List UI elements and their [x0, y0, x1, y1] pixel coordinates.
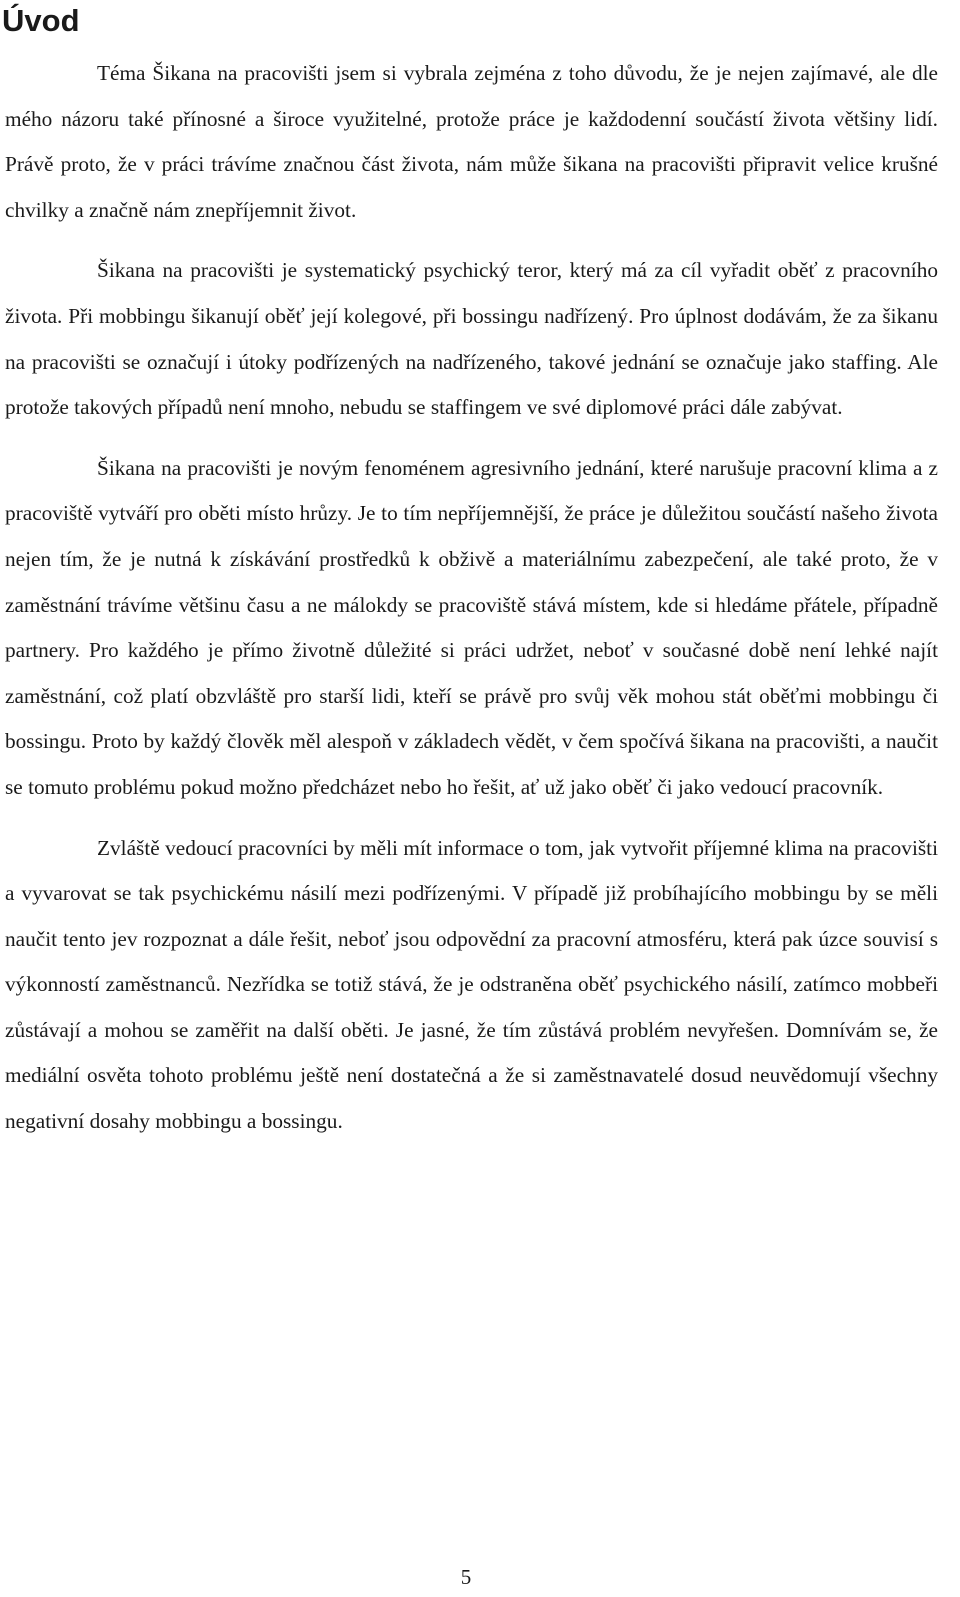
document-page — [2, 0, 938, 1145]
paragraph-definition: Šikana na pracovišti je systematický psychický teror, který má za cíl vyřadit oběť z pracovního života. Při mobbingu šikanují oběť její kolegové, při bossingu nadřízený. Pro úplnost dodávám, že za šikanu na pracovišti se označují i útoky podřízených na nadřízeného, takové jednání se označuje jako staffing. Ale protože takových případů není mnoho, nebudu se staffingem ve své diplomové práci dále zabývat. — [5, 258, 938, 420]
paragraph-intro: Téma Šikana na pracovišti jsem si vybrala zejména z toho důvodu, že je nejen zajímavé, ale dle mého názoru také přínosné a široce využitelné, protože práce je každodenní součástí života většiny lidí. Právě proto, že v práci trávíme značnou část života, nám může šikana na pracovišti připravit velice krušné chvilky a značně nám znepříjemnit život. — [5, 61, 938, 222]
section-heading: Úvod — [2, 3, 80, 38]
page-number: 5 — [460, 1565, 472, 1589]
paragraph-phenomenon: Šikana na pracovišti je novým fenoménem agresivního jednání, které narušuje pracovní klima a z pracoviště vytváří pro oběti místo hrůzy. Je to tím nepříjemnější, že práce je důležitou součástí našeho života nejen tím, že je nutná k získávání prostředků k obživě a materiálnímu zabezpečení, ale také proto, že v zaměstnání trávíme většinu času a ne málokdy se pracoviště stává místem, kde si hledáme přátele, případně partnery. Pro každého je přímo životně důležité si práci udržet, neboť v současné době není lehké najít zaměstnání, což platí obzvláště pro starší lidi, kteří se právě pro svůj věk mohou stát oběťmi mobbingu či bossingu. Proto by každý člověk měl alespoň v základech vědět, v čem spočívá šikana na pracovišti, a naučit se tomuto problému pokud možno předcházet nebo ho řešit, ať už jako oběť či jako vedoucí pracovník. — [5, 455, 938, 799]
paragraph-managers: Zvláště vedoucí pracovníci by měli mít informace o tom, jak vytvořit příjemné klima na pracovišti a vyvarovat se tak psychickému násilí mezi podřízenými. V případě již probíhajícího mobbingu by se měli naučit tento jev rozpoznat a dále řešit, neboť jsou odpovědní za pracovní atmosféru, která pak úzce souvisí s výkonností zaměstnanců. Nezřídka se totiž stává, že je odstraněna oběť psychického násilí, zatímco mobbeři zůstávají a mohou se zaměřit na další oběti. Je jasné, že tím zůstává problém nevyřešen. Domnívám se, že mediální osvěta tohoto problému ještě není dostatečná a že si zaměstnavatelé dosud neuvědomují všechny negativní dosahy mobbingu a bossingu. — [5, 835, 938, 1134]
